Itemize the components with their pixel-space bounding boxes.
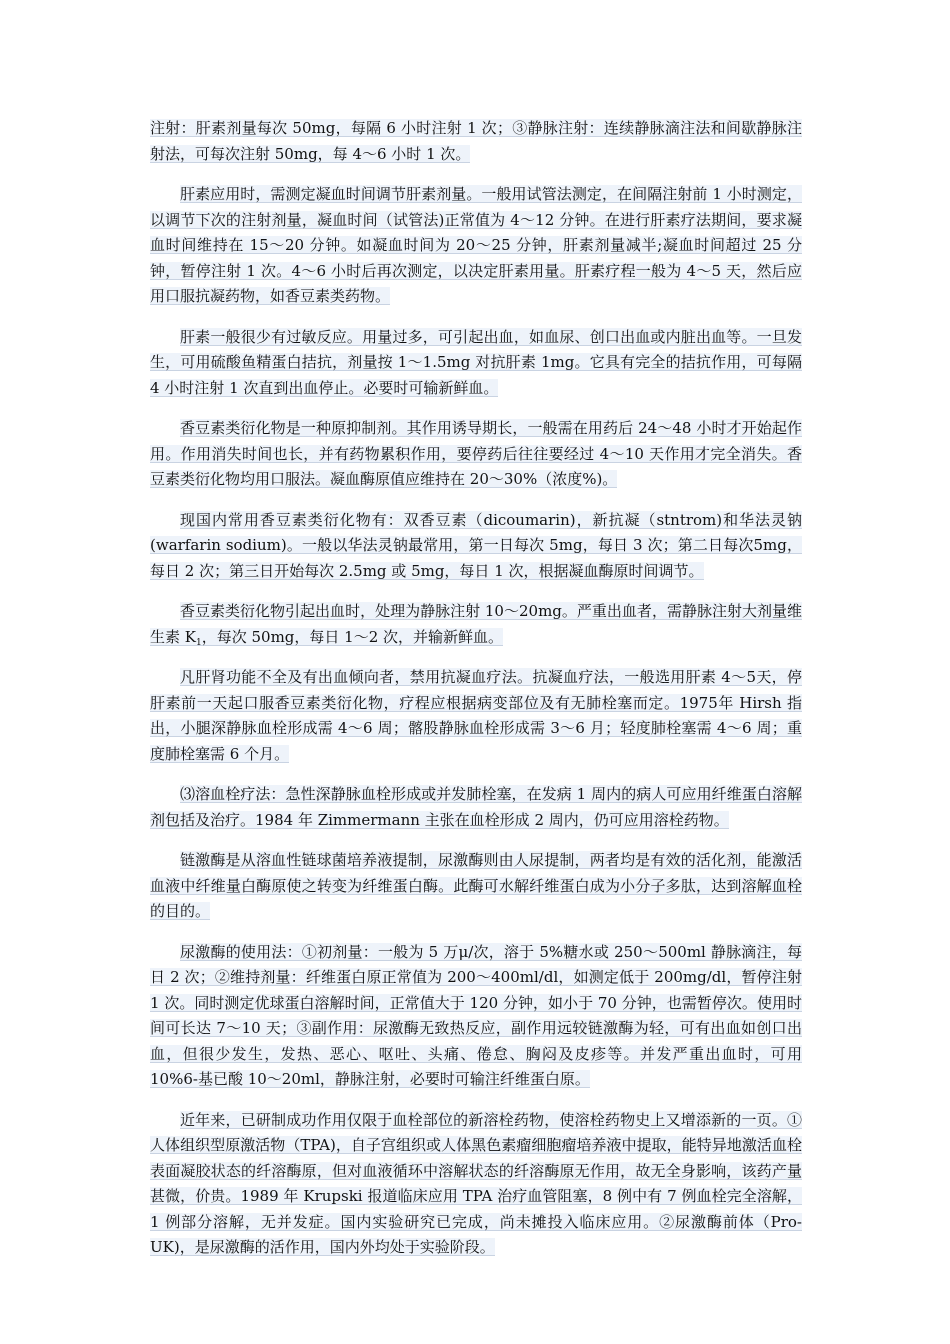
paragraph-3 <box>150 325 802 402</box>
paragraph-9 <box>150 848 802 925</box>
paragraph-5 <box>150 508 802 585</box>
paragraph-10-text: 尿激酶的使用法：①初剂量：一般为 5 万μ/次，溶于 5%糖水或 250～500ml 静脉滴注，每日 2 次；②维持剂量：纤维蛋白原正常值为 200～400ml/dl，如测定低于 200mg/dl，暂停注射 1 次。同时测定优球蛋白溶解时间，正常值大于 120 分钟，如小于 70 分钟，也需暂停次。使用时间可长达 7～10 天；③副作用：尿激酶无致热反应，副作用远较链激酶为轻，可有出血如创口出血，但很少发生，发热、恶心、呕吐、头痛、倦怠、胸闷及皮疹等。并发严重出血时，可用 10%6-基已酸 10～20ml，静脉注射，必要时可输注纤维蛋白原。 <box>150 942 802 1088</box>
paragraph-2 <box>150 182 802 310</box>
paragraph-9-text: 链激酶是从溶血性链球菌培养液提制，尿激酶则由人尿提制，两者均是有效的活化剂，能激活血液中纤维量白酶原使之转变为纤维蛋白酶。此酶可水解纤维蛋白成为小分子多肽，达到溶解血栓的目的。 <box>150 851 802 920</box>
document-body <box>150 116 802 1276</box>
paragraph-11-text: 近年来，已研制成功作用仅限于血栓部位的新溶栓药物，使溶栓药物史上又增添新的一页。①人体组织型原激活物（TPA)，自子宫组织或人体黑色素瘤细胞瘤培养液中提取，能特异地激活血栓表面凝胶状态的纤溶酶原，但对血液循环中溶解状态的纤溶酶原无作用，故无全身影响，该药产量甚微，价贵。1989 年 Krupski 报道临床应用 TPA 治疗血管阻塞，8 例中有 7 例血栓完全溶解，1 例部分溶解，无并发症。国内实验研究已完成，尚未摊投入临床应用。②尿激酶前体（Pro-UK)，是尿激酶的活作用，国内外均处于实验阶段。 <box>150 1110 802 1256</box>
vitamin-k-subscript: 1 <box>195 637 202 648</box>
paragraph-4 <box>150 416 802 493</box>
paragraph-6-text-pre: 香豆素类衍化物引起出血时，处理为静脉注射 10～20mg。严重出血者，需静脉注射大剂量维生素 K <box>150 602 802 646</box>
paragraph-7 <box>150 665 802 767</box>
paragraph-10 <box>150 940 802 1093</box>
paragraph-6 <box>150 599 802 650</box>
paragraph-2-text: 肝素应用时，需测定凝血时间调节肝素剂量。一般用试管法测定，在间隔注射前 1 小时测定，以调节下次的注射剂量，凝血时间（试管法)正常值为 4～12 分钟。在进行肝素疗法期间，要求凝血时间维持在 15～20 分钟。如凝血时间为 20～25 分钟，肝素剂量减半;凝血时间超过 25 分钟，暂停注射 1 次。4～6 小时后再次测定，以决定肝素用量。肝素疗程一般为 4～5 天，然后应用口服抗凝药物，如香豆素类药物。 <box>150 185 802 305</box>
paragraph-8-text: ⑶溶血栓疗法：急性深静脉血栓形成或并发肺栓塞，在发病 1 周内的病人可应用纤维蛋白溶解剂包括及治疗。1984 年 Zimmermann 主张在血栓形成 2 周内，仍可应用溶栓药物。 <box>150 785 802 829</box>
paragraph-7-text: 凡肝肾功能不全及有出血倾向者，禁用抗凝血疗法。抗凝血疗法，一般选用肝素 4～5天，停肝素前一天起口服香豆素类衍化物，疗程应根据病变部位及有无肺栓塞而定。1975年 Hirsh 指出，小腿深静脉血栓形成需 4～6 周；髂股静脉血栓形成需 3～6 月；轻度肺栓塞需 4～6 周；重度肺栓塞需 6 个月。 <box>150 668 802 763</box>
paragraph-1-text: 注射：肝素剂量每次 50mg，每隔 6 小时注射 1 次；③静脉注射：连续静脉滴注法和间歇静脉注射法，可每次注射 50mg，每 4～6 小时 1 次。 <box>150 119 802 163</box>
paragraph-1 <box>150 116 802 167</box>
paragraph-3-text: 肝素一般很少有过敏反应。用量过多，可引起出血，如血尿、创口出血或内脏出血等。一旦发生，可用硫酸鱼精蛋白拮抗，剂量按 1～1.5mg 对抗肝素 1mg。它具有完全的拮抗作用，可每隔 4 小时注射 1 次直到出血停止。必要时可输新鲜血。 <box>150 327 802 397</box>
paragraph-8 <box>150 782 802 833</box>
paragraph-4-text: 香豆素类衍化物是一种原抑制剂。其作用诱导期长，一般需在用药后 24～48 小时才开始起作用。作用消失时间也长，并有药物累积作用，要停药后往往要经过 4～10 天作用才完全消失。香豆素类衍化物均用口服法。凝血酶原值应维持在 20～30%（浓度%)。 <box>150 419 802 488</box>
paragraph-6-text-post: ，每次 50mg，每日 1～2 次，并输新鲜血。 <box>201 627 504 646</box>
paragraph-5-text: 现国内常用香豆素类衍化物有：双香豆素（dicoumarin)，新抗凝（stntrom)和华法灵钠(warfarin sodium)。一般以华法灵钠最常用，第一日每次 5mg，每日 3 次；第二日每次5mg，每日 2 次；第三日开始每次 2.5mg 或 5mg，每日 1 次，根据凝血酶原时间调节。 <box>150 510 802 580</box>
paragraph-11 <box>150 1108 802 1261</box>
paragraph-6-text <box>150 602 802 646</box>
